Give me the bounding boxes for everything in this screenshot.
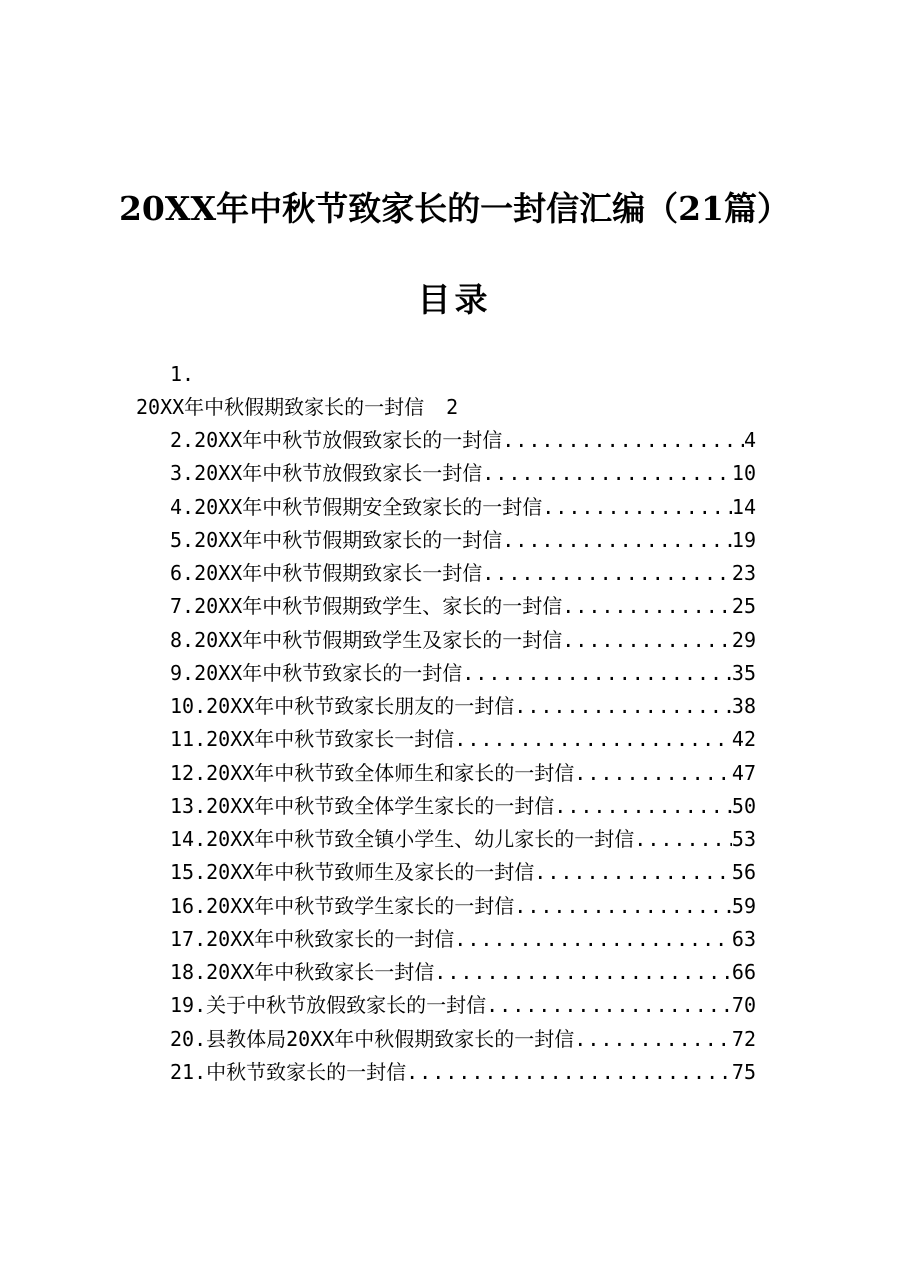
toc-entry-page: 66 (731, 960, 756, 984)
toc-entry-title: 15.20XX年中秋节致师生及家长的一封信 (170, 860, 535, 885)
toc-entry-page: 14 (731, 494, 756, 519)
toc-entry-page: 10 (731, 461, 756, 486)
toc-leader-dots (454, 727, 732, 751)
toc-entry-title: 12.20XX年中秋节致全体师生和家长的一封信 (170, 760, 575, 785)
toc-entry-page: 19 (731, 527, 756, 552)
toc-entry[interactable] (170, 993, 756, 1017)
toc-leader-dots (462, 661, 732, 685)
toc-entry[interactable] (170, 761, 756, 785)
toc-leader-dots (406, 1060, 732, 1084)
toc-entry-title: 8.20XX年中秋节假期致学生及家长的一封信 (170, 627, 563, 652)
toc-entry-page: 47 (731, 760, 756, 785)
toc-entry-title: 19.关于中秋节放假致家长的一封信 (170, 993, 487, 1018)
toc-entry-title: 17.20XX年中秋致家长的一封信 (170, 926, 455, 951)
toc-leader-dots (482, 561, 732, 585)
toc-entry[interactable] (170, 860, 756, 884)
toc-entry-page: 75 (731, 1059, 756, 1084)
toc-entry-title: 2.20XX年中秋节放假致家长的一封信 (170, 428, 503, 452)
toc-leader-dots (434, 960, 732, 984)
toc-entry[interactable] (170, 894, 756, 918)
toc-entry-page: 35 (731, 660, 756, 685)
toc-leader-dots (514, 894, 732, 918)
toc-leader-dots (534, 860, 732, 884)
toc-entry[interactable] (170, 1060, 756, 1084)
toc-entry-title: 14.20XX年中秋节致全镇小学生、幼儿家长的一封信 (170, 827, 635, 851)
toc-entry-title: 18.20XX年中秋致家长一封信 (170, 960, 435, 984)
toc-leader-dots (502, 528, 732, 552)
toc-entry-title: 20.县教体局20XX年中秋假期致家长的一封信 (170, 1026, 575, 1051)
toc-entry[interactable] (170, 628, 756, 652)
toc-entry[interactable] (170, 827, 756, 851)
toc-entry-page: 42 (731, 727, 756, 752)
toc-entry-page: 63 (731, 926, 756, 951)
toc-entry[interactable] (170, 461, 756, 485)
toc-entry[interactable] (170, 594, 756, 618)
toc-leader-dots (574, 761, 732, 785)
toc-entry[interactable] (170, 794, 756, 818)
toc-entry-page: 72 (731, 1026, 756, 1051)
toc-entry-title: 10.20XX年中秋节致家长朋友的一封信 (170, 694, 515, 718)
document-title: 20XX年中秋节致家长的一封信汇编（21篇） (118, 189, 791, 228)
toc-entry[interactable] (170, 960, 756, 984)
toc-leader-dots (486, 993, 732, 1017)
toc-entry[interactable] (170, 495, 756, 519)
toc-entry-title: 6.20XX年中秋节假期致家长一封信 (170, 561, 483, 585)
toc-leader-dots (514, 694, 732, 718)
toc-leader-dots (482, 461, 732, 485)
toc-leader-dots (574, 1027, 732, 1051)
toc-entry[interactable] (170, 428, 756, 452)
toc-entry-page: 70 (731, 993, 756, 1018)
toc-leader-dots (502, 428, 744, 452)
toc-entry-page: 53 (731, 827, 756, 851)
toc-entry-title: 21.中秋节致家长的一封信 (170, 1059, 407, 1084)
toc-entry-title: 4.20XX年中秋节假期安全致家长的一封信 (170, 494, 543, 519)
toc-entry[interactable] (170, 727, 756, 751)
toc-entry[interactable] (170, 1027, 756, 1051)
toc-entry[interactable] (170, 528, 756, 552)
toc-leader-dots (562, 594, 732, 618)
toc-entry-title: 20XX年中秋假期致家长的一封信 (136, 395, 425, 419)
toc-leader-dots (454, 927, 732, 951)
toc-entry-title: 16.20XX年中秋节致学生家长的一封信 (170, 893, 515, 918)
toc-entry-page: 2 (446, 395, 459, 419)
toc-entry-number: 1. (170, 362, 195, 386)
toc-heading: 目录 (417, 280, 492, 319)
toc-entry-page: 4 (743, 428, 756, 452)
toc-entry[interactable] (170, 927, 756, 951)
toc-entry-page: 23 (731, 561, 756, 585)
toc-leader-dots (554, 794, 732, 818)
toc-entry-title: 7.20XX年中秋节假期致学生、家长的一封信 (170, 594, 563, 619)
toc-entry[interactable] (170, 661, 756, 685)
toc-entry-first[interactable] (136, 395, 458, 419)
toc-entry[interactable] (170, 694, 756, 718)
toc-leader-dots (634, 827, 732, 851)
toc-entry-page: 50 (731, 793, 756, 818)
toc-entry-page: 29 (731, 627, 756, 652)
toc-entry-page: 38 (731, 694, 756, 718)
toc-entry-page: 59 (731, 893, 756, 918)
toc-entry-page: 25 (731, 594, 756, 619)
toc-leader-dots (562, 628, 732, 652)
toc-entry-page: 56 (731, 860, 756, 885)
toc-entry-title: 5.20XX年中秋节假期致家长的一封信 (170, 527, 503, 552)
toc-entry-title: 9.20XX年中秋节致家长的一封信 (170, 660, 463, 685)
toc-leader-dots (542, 495, 732, 519)
toc-entry-title: 3.20XX年中秋节放假致家长一封信 (170, 461, 483, 486)
toc-entry-title: 13.20XX年中秋节致全体学生家长的一封信 (170, 793, 555, 818)
toc-entry-title: 11.20XX年中秋节致家长一封信 (170, 727, 455, 752)
toc-entry[interactable] (170, 561, 756, 585)
